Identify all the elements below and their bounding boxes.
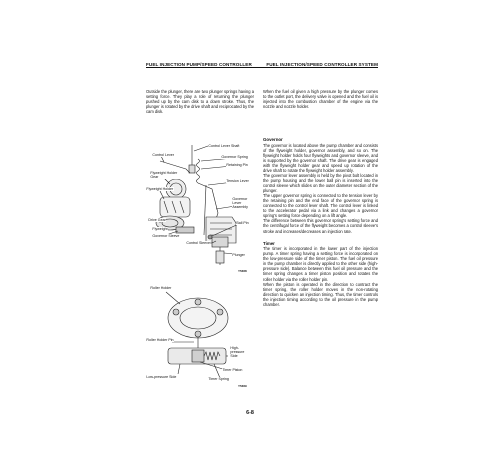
label-flyweight-holder-gear: Flyweight Holder Gear: [150, 171, 178, 179]
page-number: 6-8: [246, 410, 254, 416]
label-plunger: Plunger: [232, 253, 245, 257]
intro-right-paragraph: When the fuel oil given a high pressure by the plunger comes to the outlet port, the delivery valve is opened and the fuel oil is injected into the combustion chamber of the engine via the nozzle and nozzle holder.: [263, 89, 378, 110]
intro-right-column: [263, 89, 378, 109]
label-timer-piston: Timer Piston: [222, 368, 243, 372]
label-low-pressure-side: Low-pressure Side: [146, 375, 177, 379]
figure1-code: Y5368: [238, 269, 247, 273]
timer-paragraph-1: The timer is incorporated in the lower part of the injection pump. A timer spring having a setting force is incorporated on the low-pressure side of the timer piston. The fuel oil pressure in the pump chamber is directly applied to the other side (high-pressure side). Balance between this fuel oil pressure and the timer spring changes a timer piston position and rotates the roller holder via the roller holder pin.: [263, 246, 378, 282]
label-flyweight-holder: Flyweight Holder: [146, 187, 174, 191]
timer-heading: Timer: [263, 240, 275, 246]
label-governor-sleeve: Governor Sleeve: [152, 234, 180, 238]
header-left-title: FUEL INJECTION PUMP/SPEED CONTROLLER: [146, 62, 252, 67]
label-roller-holder-pin: Roller Holder Pin: [146, 338, 174, 342]
governor-paragraph-1: The governor is located above the pump chamber and consists of the flyweight holder, governor assembly, and so on. The flyweight holder holds four flyweights and governor sleeve, and is supported by the governor shaft. The drive gear is engaged with the flyweight holder gear and speed up rotation of the drive shaft to rotate the flyweight holder assembly.: [263, 142, 378, 173]
governor-figure: [146, 139, 254, 275]
governor-heading: Governor: [263, 137, 283, 142]
timer-figure: [146, 282, 254, 390]
label-drive-gear: Drive Gear: [148, 218, 166, 222]
right-column: [263, 137, 378, 307]
timer-paragraph-2: When the piston is operated in the direction to contract the timer spring, the roller holder moves in the non-rotating direction to quicken an injection timing. Thus, the timer controls the injection timing according to the oil pressure in the pump chamber.: [263, 281, 378, 307]
intro-left-column: [146, 89, 254, 114]
label-control-lever-shaft: Control Lever Shaft: [208, 144, 240, 148]
label-control-lever: Control Lever: [152, 153, 174, 157]
header-rule: [146, 67, 378, 68]
label-high-pressure-side: High-pressure Side: [230, 346, 253, 358]
timer-illustration: [146, 282, 254, 390]
label-roller-holder: Roller Holder: [150, 286, 172, 290]
governor-paragraph-4: The difference between this governor spring's setting force and the centrifugal force of the flyweight becomes a control sleeve's stroke and increases/decreases an injection rate.: [263, 218, 378, 234]
label-tension-lever: Tension Lever: [226, 179, 249, 183]
label-ball-pin: Ball Pin: [236, 221, 249, 225]
figure2-code: Y5369: [238, 384, 247, 388]
governor-paragraph-2: The governor lever assembly is held by the pivot bolt located in the pump housing and the lower ball pin is inserted into the control sleeve which slides on the outer diameter section of the plunger.: [263, 172, 378, 194]
label-timer-spring: Timer Spring: [208, 377, 229, 381]
label-control-sleeve: Control Sleeve: [186, 241, 210, 245]
label-governor-spring: Governor Spring: [221, 155, 248, 159]
label-flyweight: Flyweight: [152, 227, 168, 231]
label-governor-lever-assembly: Governor Lever Assembly: [232, 197, 255, 209]
governor-paragraph-3: The upper governor spring is connected to the tension lever by the retaining pin and the end face of the governor spring is connected to the control lever shaft. The control lever is linked to the accelerator pedal via a link and changes a governor spring's setting force depending on a lift angle.: [263, 193, 378, 219]
header-right-title: FUEL INJECTION/SPEED CONTROLLER SYSTEM: [266, 62, 378, 67]
intro-left-paragraph: Outside the plunger, there are two plunger springs having a setting force. They play a role of returning the plunger pushed up by the cam disk to a down stroke. Thus, the plunger is rotated by the drive shaft and reciprocated by the cam disk.: [146, 89, 254, 115]
label-retaining-pin: Retaining Pin: [226, 163, 248, 167]
page-header: [146, 57, 378, 67]
section-gap: [263, 234, 378, 241]
